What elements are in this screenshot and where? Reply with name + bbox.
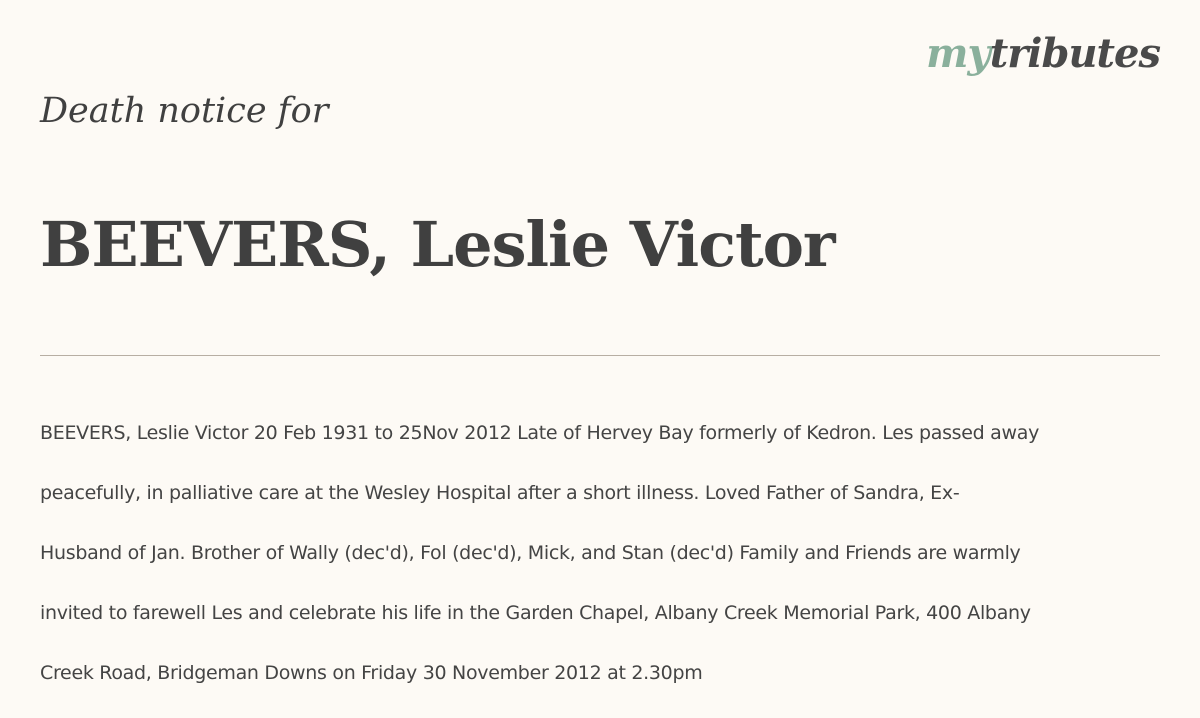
mytributes-logo bbox=[926, 30, 1160, 77]
notice-line: BEEVERS, Leslie Victor 20 Feb 1931 to 25Nov 2012 Late of Hervey Bay formerly of Kedron. Les passed away bbox=[40, 422, 1040, 444]
divider bbox=[40, 355, 1160, 356]
logo-my: my bbox=[926, 30, 990, 77]
notice-line: invited to farewell Les and celebrate his life in the Garden Chapel, Albany Creek Memorial Park, 400 Albany bbox=[40, 602, 1031, 624]
logo-tributes: tributes bbox=[989, 30, 1160, 77]
notice-line: Creek Road, Bridgeman Downs on Friday 30 November 2012 at 2.30pm bbox=[40, 662, 703, 684]
notice-line: peacefully, in palliative care at the Wesley Hospital after a short illness. Loved Father of Sandra, Ex- bbox=[40, 482, 960, 504]
notice-subtitle: Death notice for bbox=[40, 91, 329, 131]
notice-line: Husband of Jan. Brother of Wally (dec'd), Fol (dec'd), Mick, and Stan (dec'd) Family and Friends are warmly bbox=[40, 542, 1021, 564]
deceased-name: BEEVERS, Leslie Victor bbox=[40, 208, 835, 281]
notice-body bbox=[40, 388, 1162, 718]
